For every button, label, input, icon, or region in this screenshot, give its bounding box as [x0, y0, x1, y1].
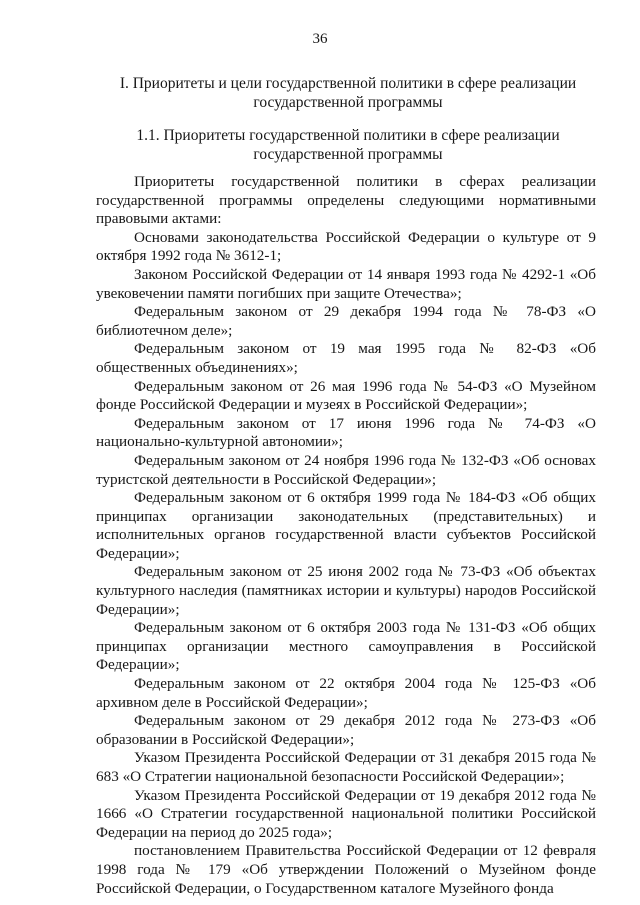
- paragraph: Федеральным законом от 17 июня 1996 года № 74-ФЗ «О национально-культурной автономии»;: [96, 414, 596, 451]
- paragraph: Федеральным законом от 29 декабря 1994 года № 78-ФЗ «О библиотечном деле»;: [96, 303, 596, 339]
- body-text: [96, 173, 596, 898]
- paragraph: Приоритеты государственной политики в сферах реализации государственной программы определены следующими нормативными правовыми актами:: [96, 173, 596, 228]
- paragraph: Федеральным законом от 24 ноября 1996 года № 132-ФЗ «Об основах туристской деятельности в Российской Федерации»;: [96, 451, 596, 488]
- paragraph: Федеральным законом от 29 декабря 2012 года № 273-ФЗ «Об образовании в Российской Федерации»;: [96, 712, 596, 748]
- section-title: I. Приоритеты и цели государственной политики в сфере реализации государственной программы: [119, 75, 577, 111]
- paragraph: Федеральным законом от 22 октября 2004 года № 125-ФЗ «Об архивном деле в Российской Федерации»;: [96, 675, 596, 711]
- paragraph: Федеральным законом от 19 мая 1995 года № 82-ФЗ «Об общественных объединениях»;: [96, 340, 596, 376]
- subsection-title: 1.1. Приоритеты государственной политики в сфере реализации государственной программы: [136, 127, 560, 163]
- page-number: 36: [312, 31, 328, 47]
- paragraph: Законом Российской Федерации от 14 января 1993 года № 4292-1 «Об увековечении памяти погибших при защите Отечества»;: [96, 265, 596, 302]
- paragraph: Указом Президента Российской Федерации от 19 декабря 2012 года № 1666 «О Стратегии государственной национальной политики Российской Федерации на период до 2025 года»;: [96, 786, 596, 841]
- paragraph: постановлением Правительства Российской Федерации от 12 февраля 1998 года № 179 «Об утверждении Положений о Музейном фонде Российской Федерации, о Государственном каталоге Музейного фонда: [96, 842, 596, 897]
- paragraph: Федеральным законом от 25 июня 2002 года № 73-ФЗ «Об объектах культурного наследия (памятниках истории и культуры) народов Российской Федерации»;: [96, 563, 596, 618]
- paragraph: Федеральным законом от 26 мая 1996 года № 54-ФЗ «О Музейном фонде Российской Федерации и музеях в Российской Федерации»;: [96, 377, 596, 414]
- paragraph: Основами законодательства Российской Федерации о культуре от 9 октября 1992 года № 3612-1;: [96, 228, 596, 265]
- paragraph: Федеральным законом от 6 октября 2003 года № 131-ФЗ «Об общих принципах организации местного самоуправления в Российской Федерации»;: [96, 619, 596, 674]
- paragraph: Указом Президента Российской Федерации от 31 декабря 2015 года № 683 «О Стратегии национальной безопасности Российской Федерации»;: [96, 749, 596, 785]
- paragraph: Федеральным законом от 6 октября 1999 года № 184-ФЗ «Об общих принципах организации законодательных (представительных) и исполнительных органов государственной власти субъектов Российской Федерации»;: [96, 489, 596, 562]
